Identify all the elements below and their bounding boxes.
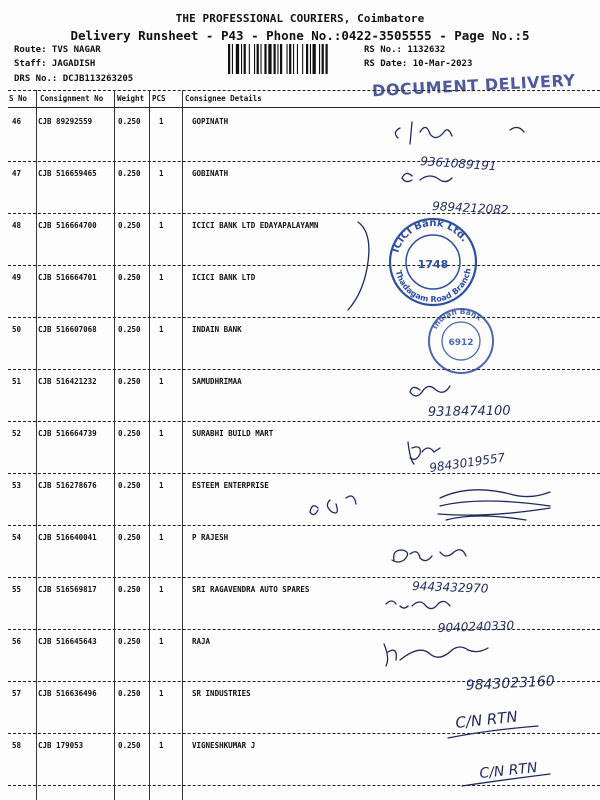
row-sno: 56	[12, 637, 22, 646]
row-weight: 0.250	[118, 117, 141, 126]
row-separator	[8, 265, 600, 266]
handwritten-return-mark: C/N RTN	[478, 759, 539, 782]
row-separator	[8, 733, 600, 734]
row-weight: 0.250	[118, 325, 141, 334]
row-separator	[8, 681, 600, 682]
barcode-bar	[310, 44, 311, 74]
barcode-bar	[293, 44, 294, 74]
row-separator	[8, 629, 600, 630]
row-pcs: 1	[159, 689, 164, 698]
row-weight: 0.250	[118, 741, 141, 750]
barcode-bar	[287, 44, 288, 74]
row-sno: 46	[12, 117, 22, 126]
row-weight: 0.250	[118, 221, 141, 230]
row-separator	[8, 161, 600, 162]
handwritten-return-mark: C/N RTN	[454, 707, 519, 732]
row-pcs: 1	[159, 273, 164, 282]
barcode-bar	[297, 44, 298, 74]
row-weight: 0.250	[118, 481, 141, 490]
handwritten-phone: 9318474100	[427, 403, 511, 420]
row-consignee: ICICI BANK LTD EDAYAPALAYAMN	[192, 221, 319, 230]
col-header-sno: S No	[9, 94, 28, 103]
barcode-bar	[254, 44, 255, 74]
row-sno: 55	[12, 585, 22, 594]
barcode-bar	[241, 44, 242, 74]
header-top-rule	[8, 90, 600, 91]
rs-number: RS No.: 1132632	[364, 45, 446, 55]
document-title: THE PROFESSIONAL COURIERS, Coimbatore	[175, 12, 425, 25]
row-sno: 54	[12, 533, 22, 542]
row-separator	[8, 525, 600, 526]
handwritten-phone: 9894212082	[431, 199, 509, 217]
handwritten-phone: 9040240330	[437, 618, 515, 635]
row-pcs: 1	[159, 585, 164, 594]
barcode-bar	[289, 44, 291, 74]
row-consignee: SURABHI BUILD MART	[192, 429, 274, 438]
row-pcs: 1	[159, 741, 164, 750]
barcode-bar	[326, 44, 328, 74]
barcode-bar	[306, 44, 308, 74]
col-header-consignee: Consignee Details	[185, 94, 262, 103]
col-header-consignment: Consignment No	[40, 94, 104, 103]
barcode-bar	[264, 44, 266, 74]
row-consignment-no: CJB 516645643	[38, 637, 97, 646]
row-consignment-no: CJB 516421232	[38, 377, 97, 386]
row-sno: 49	[12, 273, 22, 282]
row-weight: 0.250	[118, 273, 141, 282]
row-separator	[8, 785, 600, 786]
row-sno: 52	[12, 429, 22, 438]
row-consignee: SR INDUSTRIES	[192, 689, 251, 698]
row-consignment-no: CJB 516278676	[38, 481, 97, 490]
row-sno: 58	[12, 741, 22, 750]
barcode-bar	[257, 44, 259, 74]
icici-stamp-line1: ICICI Bank Ltd.	[390, 218, 470, 254]
row-consignee: ICICI BANK LTD	[192, 273, 256, 282]
row-sno: 51	[12, 377, 22, 386]
row-weight: 0.250	[118, 533, 141, 542]
row-consignment-no: CJB 516664700	[38, 221, 97, 230]
row-consignee: GOBINATH	[192, 169, 229, 178]
row-pcs: 1	[159, 117, 164, 126]
row-consignee: ESTEEM ENTERPRISE	[192, 481, 269, 490]
row-sno: 47	[12, 169, 22, 178]
row-consignee: SAMUDHRIMAA	[192, 377, 242, 386]
row-consignment-no: CJB 516659465	[38, 169, 97, 178]
row-pcs: 1	[159, 325, 164, 334]
row-pcs: 1	[159, 377, 164, 386]
drs-number: DRS No.: DCJB113263205	[14, 74, 134, 84]
row-separator	[8, 213, 600, 214]
handwritten-phone: 9843019557	[428, 450, 507, 475]
icici-stamp-line2: Thadagam Road Branch	[393, 267, 473, 305]
row-weight: 0.250	[118, 637, 141, 646]
barcode-bar	[236, 44, 239, 74]
row-weight: 0.250	[118, 377, 141, 386]
barcode-image	[228, 44, 358, 74]
row-consignment-no: CJB 516636496	[38, 689, 97, 698]
rs-date: RS Date: 10-Mar-2023	[364, 59, 473, 69]
barcode-bar	[228, 44, 230, 74]
indian-stamp-code: 6912	[448, 338, 474, 348]
row-consignee: VIGNESHKUMAR J	[192, 741, 256, 750]
icici-stamp-code: 1748	[417, 258, 449, 271]
row-consignment-no: CJB 516569817	[38, 585, 97, 594]
barcode-bar	[244, 44, 246, 74]
row-pcs: 1	[159, 637, 164, 646]
row-separator	[8, 577, 600, 578]
row-consignment-no: CJB 516640041	[38, 533, 97, 542]
col-header-pcs: PCS	[152, 94, 166, 103]
document-delivery-stamp: DOCUMENT DELIVERY	[371, 70, 576, 101]
barcode-bar	[261, 44, 262, 74]
barcode-bar	[313, 44, 316, 74]
row-consignee: P RAJESH	[192, 533, 229, 542]
row-pcs: 1	[159, 429, 164, 438]
row-pcs: 1	[159, 221, 164, 230]
staff-label: Staff: JAGADISH	[14, 59, 96, 69]
col-header-weight: Weight	[117, 94, 145, 103]
handwritten-phone: 9443432970	[411, 579, 489, 596]
barcode-bar	[232, 44, 233, 74]
row-consignee: RAJA	[192, 637, 211, 646]
route-label: Route: TVS NAGAR	[14, 45, 101, 55]
barcode-bar	[268, 44, 271, 74]
barcode-bar	[274, 44, 276, 74]
barcode-bar	[249, 44, 250, 74]
row-consignment-no: CJB 516664739	[38, 429, 97, 438]
row-separator	[8, 317, 600, 318]
row-pcs: 1	[159, 169, 164, 178]
row-sno: 48	[12, 221, 22, 230]
barcode-bar	[280, 44, 282, 74]
row-consignment-no: CJB 89292559	[38, 117, 93, 126]
row-separator	[8, 473, 600, 474]
row-pcs: 1	[159, 481, 164, 490]
indian-stamp-line1: Indian Bank	[430, 306, 484, 331]
row-consignee: GOPINATH	[192, 117, 229, 126]
row-consignment-no: CJB 516607068	[38, 325, 97, 334]
row-weight: 0.250	[118, 585, 141, 594]
row-weight: 0.250	[118, 429, 141, 438]
row-pcs: 1	[159, 533, 164, 542]
row-separator	[8, 369, 600, 370]
handwritten-phone: 9361089191	[419, 154, 497, 174]
row-sno: 50	[12, 325, 22, 334]
row-sno: 53	[12, 481, 22, 490]
row-separator	[8, 421, 600, 422]
row-weight: 0.250	[118, 169, 141, 178]
barcode-bar	[319, 44, 320, 74]
row-weight: 0.250	[118, 689, 141, 698]
row-consignment-no: CJB 516664701	[38, 273, 97, 282]
document-subtitle: Delivery Runsheet - P43 - Phone No.:0422-3505555 - Page No.:5	[70, 28, 530, 43]
row-sno: 57	[12, 689, 22, 698]
row-consignment-no: CJB 179053	[38, 741, 84, 750]
barcode-bar	[302, 44, 303, 74]
barcode-bar	[277, 44, 278, 74]
handwritten-phone: 9843023160	[465, 673, 556, 694]
row-consignee: SRI RAGAVENDRA AUTO SPARES	[192, 585, 310, 594]
barcode-bar	[322, 44, 324, 74]
row-consignee: INDAIN BANK	[192, 325, 242, 334]
header-bottom-rule	[8, 107, 600, 108]
